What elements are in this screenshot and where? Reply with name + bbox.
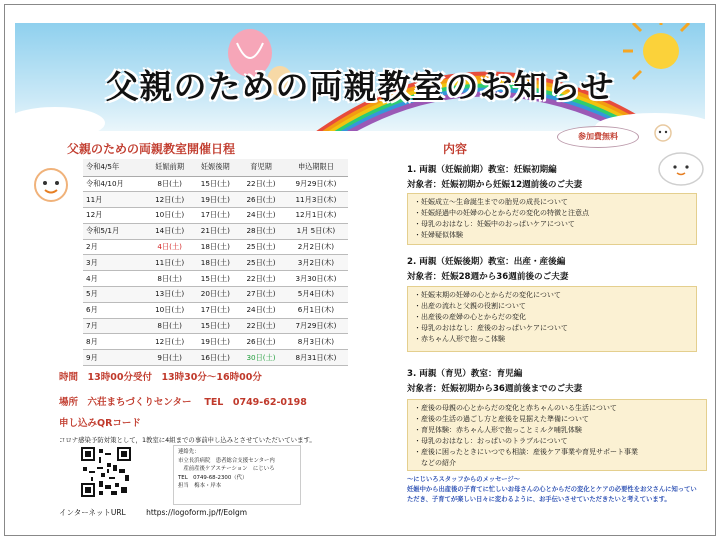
section1-title: 1. 両親（妊娠前期）教室：妊娠初期編 bbox=[407, 165, 557, 175]
schedule-cell: 24日(土) bbox=[238, 208, 284, 224]
section3-title: 3. 両親（育児）教室：育児編 bbox=[407, 369, 523, 379]
section1-item: ・妊婦疑似体験 bbox=[414, 231, 463, 239]
section3-box bbox=[407, 399, 707, 471]
section3-item: ・産後の母親の心とからだの変化と赤ちゃんのいる生活について bbox=[414, 404, 617, 412]
signup-url-link[interactable]: https://logoform.jp/f/EoIgm bbox=[146, 508, 248, 517]
schedule-row bbox=[83, 255, 348, 271]
schedule-cell: 令和5/1月 bbox=[83, 223, 147, 239]
section2-box bbox=[407, 286, 697, 352]
section2-item: ・赤ちゃん人形で抱っこ体験 bbox=[414, 335, 505, 343]
schedule-cell: 12月 bbox=[83, 208, 147, 224]
schedule-cell: 10日(土) bbox=[147, 208, 193, 224]
schedule-cell: 25日(土) bbox=[238, 255, 284, 271]
schedule-cell: 9日(土) bbox=[147, 350, 193, 366]
schedule-cell: 19日(土) bbox=[193, 192, 239, 208]
url-label: インターネットURL bbox=[59, 508, 126, 517]
smiley-chick-icon bbox=[31, 165, 71, 205]
schedule-cell: 22日(土) bbox=[238, 176, 284, 192]
schedule-row bbox=[83, 208, 348, 224]
schedule-cell: 8月31日(木) bbox=[284, 350, 348, 366]
schedule-cell: 25日(土) bbox=[238, 239, 284, 255]
schedule-cell: 15日(土) bbox=[193, 176, 239, 192]
schedule-cell: 8月3日(木) bbox=[284, 334, 348, 350]
schedule-cell: 3月2日(木) bbox=[284, 255, 348, 271]
schedule-cell: 22日(土) bbox=[238, 271, 284, 287]
schedule-cell: 17日(土) bbox=[193, 208, 239, 224]
session-time: 時間 13時00分受付 13時30分～16時00分 bbox=[59, 372, 262, 383]
schedule-cell: 12日(土) bbox=[147, 192, 193, 208]
schedule-cell: 令和4/10月 bbox=[83, 176, 147, 192]
schedule-cell: 20日(土) bbox=[193, 287, 239, 303]
section3-item: などの紹介 bbox=[414, 459, 456, 467]
section3-item: ・育児体験：赤ちゃん人形で抱っことミルク哺乳体験 bbox=[414, 426, 582, 434]
section2-item: ・妊娠末期の妊婦の心とからだの変化について bbox=[414, 291, 561, 299]
schedule-cell: 18日(土) bbox=[193, 255, 239, 271]
section3-target: 対象者：妊娠初期から36週前後までのご夫妻 bbox=[407, 384, 583, 394]
col-header: 育児期 bbox=[238, 159, 284, 176]
schedule-cell: 24日(土) bbox=[238, 302, 284, 318]
title-banner bbox=[15, 23, 705, 131]
schedule-cell: 21日(土) bbox=[193, 223, 239, 239]
schedule-cell: 16日(土) bbox=[193, 350, 239, 366]
venue-info: 場所 六荘まちづくりセンター TEL 0749-62-0198 bbox=[59, 397, 307, 408]
schedule-cell: 4月 bbox=[83, 271, 147, 287]
schedule-cell: 8月 bbox=[83, 334, 147, 350]
section1-item: ・妊娠成立～生命誕生までの胎児の成長について bbox=[414, 198, 568, 206]
schedule-cell: 13日(土) bbox=[147, 287, 193, 303]
schedule-row bbox=[83, 239, 348, 255]
schedule-row bbox=[83, 350, 348, 366]
schedule-cell: 8日(土) bbox=[147, 318, 193, 334]
col-header: 申込期限日 bbox=[284, 159, 348, 176]
schedule-header-row bbox=[83, 159, 348, 176]
schedule-cell: 1月 5日(木) bbox=[284, 223, 348, 239]
schedule-cell: 9月29日(木) bbox=[284, 176, 348, 192]
section3-item: ・母乳のおはなし：おっぱいのトラブルについて bbox=[414, 437, 568, 445]
schedule-row bbox=[83, 192, 348, 208]
section2-item: ・母乳のおはなし：産後のおっぱいケアについて bbox=[414, 324, 568, 332]
schedule-cell: 18日(土) bbox=[193, 239, 239, 255]
schedule-cell: 12日(土) bbox=[147, 334, 193, 350]
col-header: 妊娠前期 bbox=[147, 159, 193, 176]
schedule-cell: 3月30日(木) bbox=[284, 271, 348, 287]
col-header: 妊娠後期 bbox=[193, 159, 239, 176]
schedule-cell: 7月29日(木) bbox=[284, 318, 348, 334]
schedule-cell: 14日(土) bbox=[147, 223, 193, 239]
staff-message bbox=[407, 475, 697, 505]
schedule-cell: 2月 bbox=[83, 239, 147, 255]
section1-item: ・妊娠経過中の妊婦の心とからだの変化の特徴と注意点 bbox=[414, 209, 589, 217]
section1-box bbox=[407, 193, 697, 245]
flyer-title: 父親のための両親教室のお知らせ bbox=[105, 67, 615, 106]
message-heading: ～にじいろスタッフからのメッセージ～ bbox=[407, 476, 520, 483]
schedule-cell: 15日(土) bbox=[193, 318, 239, 334]
section2-target: 対象者：妊娠28週から36週前後のご夫妻 bbox=[407, 272, 569, 282]
schedule-cell: 8日(土) bbox=[147, 176, 193, 192]
section2-item: ・出産の流れと父親の役割について bbox=[414, 302, 526, 310]
section1-target: 対象者：妊娠初期から妊娠12週前後のご夫妻 bbox=[407, 180, 583, 190]
schedule-table bbox=[83, 159, 348, 366]
qr-heading: 申し込みQRコード bbox=[59, 418, 141, 429]
schedule-row bbox=[83, 287, 348, 303]
schedule-cell: 5月4日(木) bbox=[284, 287, 348, 303]
schedule-row bbox=[83, 176, 348, 192]
schedule-cell: 8日(土) bbox=[147, 271, 193, 287]
schedule-cell: 26日(土) bbox=[238, 334, 284, 350]
section2-item: ・出産後の産婦の心とからだの変化 bbox=[414, 313, 526, 321]
onigiri-mascot-icon bbox=[645, 121, 711, 187]
schedule-cell: 7月 bbox=[83, 318, 147, 334]
schedule-cell: 11月 bbox=[83, 192, 147, 208]
schedule-cell: 30日(土) bbox=[238, 350, 284, 366]
schedule-cell: 11日(土) bbox=[147, 255, 193, 271]
signup-qr-code[interactable] bbox=[81, 447, 131, 497]
schedule-cell: 11月3日(木) bbox=[284, 192, 348, 208]
schedule-cell: 2月2日(木) bbox=[284, 239, 348, 255]
schedule-cell: 22日(土) bbox=[238, 318, 284, 334]
covid-note: コロナ感染予防対策として，1教室に4組までの事前申し込みとさせていただいています。 bbox=[59, 436, 316, 444]
schedule-cell: 17日(土) bbox=[193, 302, 239, 318]
contact-line: 担当 梅本・岸本 bbox=[178, 483, 222, 490]
section3-item: ・産後に困ったときにいつでも相談：産後ケア事業や育児サポート事業 bbox=[414, 448, 638, 456]
schedule-cell: 6月1日(木) bbox=[284, 302, 348, 318]
schedule-cell: 10日(土) bbox=[147, 302, 193, 318]
schedule-row bbox=[83, 318, 348, 334]
flyer-page bbox=[4, 4, 716, 536]
section1-item: ・母乳のおはなし：妊娠中のおっぱいケアについて bbox=[414, 220, 575, 228]
schedule-row bbox=[83, 334, 348, 350]
contact-box bbox=[173, 445, 301, 505]
contact-line: 連絡先： bbox=[178, 449, 200, 455]
schedule-cell: 4日(土) bbox=[147, 239, 193, 255]
schedule-cell: 27日(土) bbox=[238, 287, 284, 303]
free-badge: 参加費無料 bbox=[557, 126, 639, 148]
section2-title: 2. 両親（妊娠後期）教室：出産・産後編 bbox=[407, 257, 566, 267]
schedule-row bbox=[83, 271, 348, 287]
contact-line: TEL 0749-68-2300（代） bbox=[178, 474, 248, 481]
col-header: 令和4/5年 bbox=[83, 159, 147, 176]
contact-line: 産前産後ケアステーション にじいろ bbox=[178, 466, 275, 473]
schedule-cell: 5月 bbox=[83, 287, 147, 303]
schedule-cell: 15日(土) bbox=[193, 271, 239, 287]
schedule-cell: 19日(土) bbox=[193, 334, 239, 350]
schedule-cell: 28日(土) bbox=[238, 223, 284, 239]
internet-url-row bbox=[59, 507, 265, 518]
schedule-heading: 父親のための両親教室開催日程 bbox=[67, 142, 236, 156]
schedule-cell: 3月 bbox=[83, 255, 147, 271]
schedule-cell: 26日(土) bbox=[238, 192, 284, 208]
contents-heading: 内容 bbox=[443, 142, 468, 156]
schedule-cell: 6月 bbox=[83, 302, 147, 318]
contact-line: 市立長浜病院 患者総合支援センター内 bbox=[178, 457, 275, 464]
schedule-row bbox=[83, 302, 348, 318]
schedule-cell: 12月1日(木) bbox=[284, 208, 348, 224]
message-body: 妊娠中から出産後の子育てに忙しいお母さんの心とからだの変化とケアの必要性をお父さんに知っていただき、子育てが楽しい日々に変わるように、お手伝いさせていただきたいと考えています。 bbox=[407, 486, 697, 503]
schedule-row bbox=[83, 223, 348, 239]
schedule-cell: 9月 bbox=[83, 350, 147, 366]
section3-item: ・産後の生活の過ごし方と産後を見据えた準備について bbox=[414, 415, 589, 423]
